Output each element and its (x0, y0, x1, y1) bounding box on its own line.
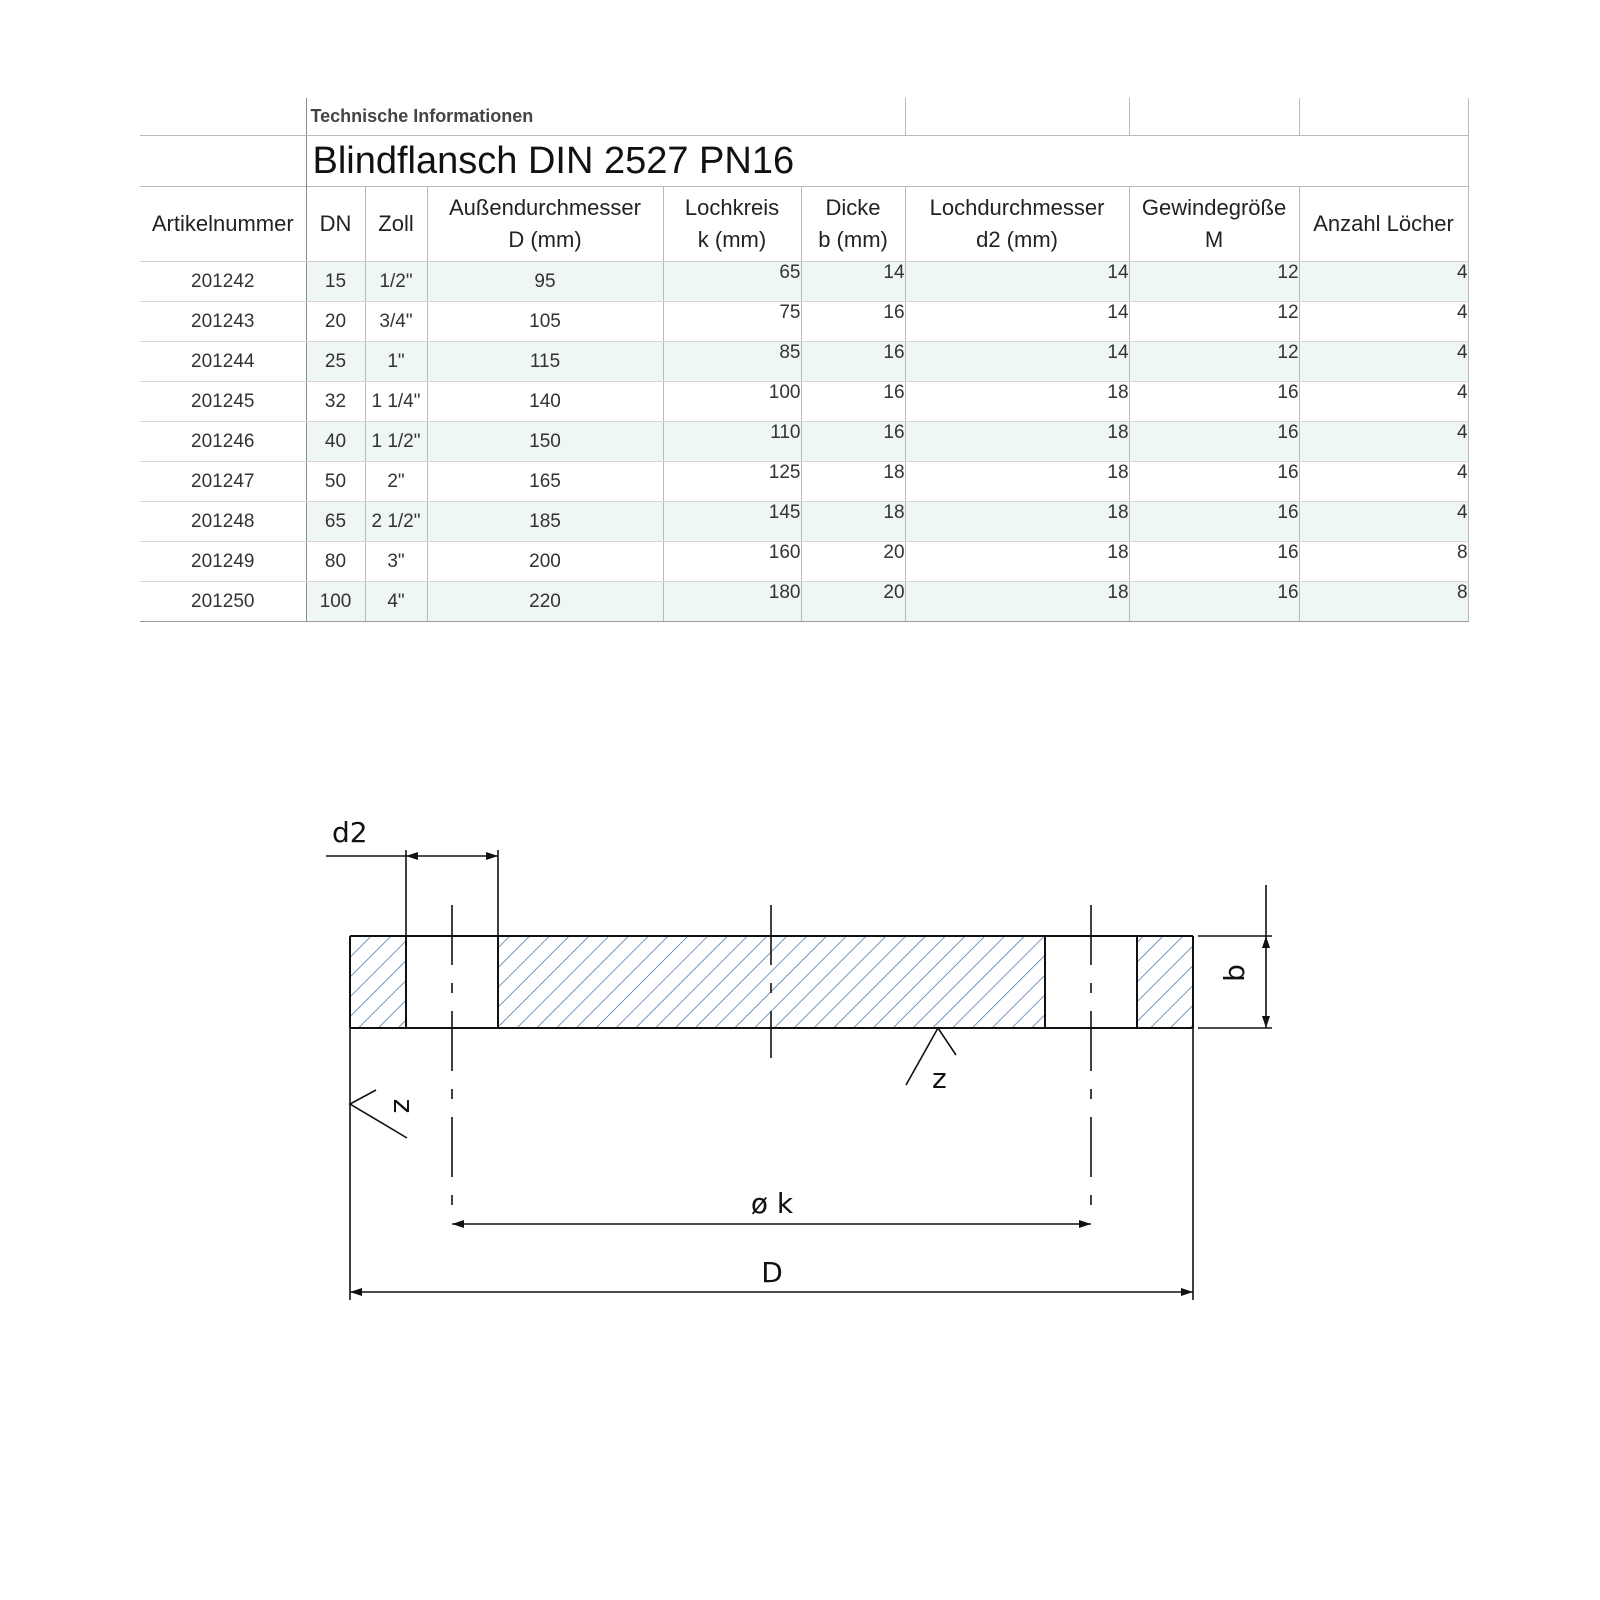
k-label: ø k (750, 1187, 794, 1220)
cell-aussendurchmesser: 165 (427, 462, 663, 502)
cell-lochkreis: 65 (663, 262, 801, 302)
column-header-label: Lochdurchmesser (929, 195, 1105, 220)
cell-zoll: 1" (365, 342, 427, 382)
cell-aussendurchmesser: 95 (427, 262, 663, 302)
cell-gewindegroesse: 16 (1129, 502, 1299, 542)
cell-lochdurchmesser: 18 (905, 462, 1129, 502)
cell-gewindegroesse: 16 (1129, 462, 1299, 502)
cell-dn: 15 (306, 262, 365, 302)
column-header-label: Anzahl Löcher (1313, 211, 1454, 236)
cell-dicke: 18 (801, 462, 905, 502)
cell-aussendurchmesser: 115 (427, 342, 663, 382)
surface-mark-right (906, 1028, 956, 1085)
d2-dimension (326, 850, 498, 936)
cell-zoll: 2" (365, 462, 427, 502)
cell-lochdurchmesser: 18 (905, 422, 1129, 462)
cell-dicke: 18 (801, 502, 905, 542)
column-header-label: Gewindegröße (1141, 195, 1287, 220)
cell-gewindegroesse: 16 (1129, 542, 1299, 582)
cell-aussendurchmesser: 185 (427, 502, 663, 542)
cell-dicke: 14 (801, 262, 905, 302)
cell-lochdurchmesser: 18 (905, 502, 1129, 542)
cell-zoll: 1/2" (365, 262, 427, 302)
cell-aussendurchmesser: 105 (427, 302, 663, 342)
cell-anzahl-loecher: 4 (1299, 462, 1468, 502)
cell-anzahl-loecher: 4 (1299, 262, 1468, 302)
cell-anzahl-loecher: 4 (1299, 342, 1468, 382)
column-header-unit: D (mm) (508, 227, 582, 252)
cell-lochdurchmesser: 18 (905, 582, 1129, 622)
cell-artikelnummer: 201245 (140, 382, 306, 422)
cell-zoll: 4" (365, 582, 427, 622)
cell-gewindegroesse: 16 (1129, 382, 1299, 422)
cell-aussendurchmesser: 200 (427, 542, 663, 582)
cell-zoll: 1 1/4" (365, 382, 427, 422)
column-header-label: Dicke (825, 195, 881, 220)
cell-dn: 40 (306, 422, 365, 462)
cell-lochkreis: 145 (663, 502, 801, 542)
surface-mark-left (350, 1090, 407, 1138)
cell-lochdurchmesser: 14 (905, 342, 1129, 382)
cell-artikelnummer: 201243 (140, 302, 306, 342)
cell-lochdurchmesser: 18 (905, 382, 1129, 422)
cell-zoll: 3/4" (365, 302, 427, 342)
cell-gewindegroesse: 12 (1129, 302, 1299, 342)
cell-dicke: 16 (801, 422, 905, 462)
cell-dicke: 20 (801, 542, 905, 582)
d2-label: d2 (332, 816, 368, 849)
column-header-unit: M (1204, 227, 1224, 252)
column-header-label: Zoll (378, 211, 414, 236)
cell-zoll: 3" (365, 542, 427, 582)
column-header-unit: k (mm) (697, 227, 767, 252)
info-label: Technische Informationen (306, 98, 905, 136)
cell-dn: 32 (306, 382, 365, 422)
cell-dicke: 16 (801, 302, 905, 342)
flange-section-right (1137, 936, 1193, 1028)
cell-lochkreis: 110 (663, 422, 801, 462)
cell-gewindegroesse: 16 (1129, 582, 1299, 622)
cell-aussendurchmesser: 140 (427, 382, 663, 422)
cell-gewindegroesse: 12 (1129, 342, 1299, 382)
cell-artikelnummer: 201249 (140, 542, 306, 582)
cell-anzahl-loecher: 4 (1299, 382, 1468, 422)
cell-lochdurchmesser: 18 (905, 542, 1129, 582)
flange-section-left (350, 936, 406, 1028)
column-header-label: Außendurchmesser (449, 195, 641, 220)
cell-anzahl-loecher: 8 (1299, 542, 1468, 582)
b-label: b (1218, 964, 1251, 982)
cell-dn: 80 (306, 542, 365, 582)
cell-anzahl-loecher: 4 (1299, 422, 1468, 462)
page-title: Blindflansch DIN 2527 PN16 (306, 136, 1468, 187)
cell-lochkreis: 160 (663, 542, 801, 582)
cell-dn: 25 (306, 342, 365, 382)
cell-zoll: 2 1/2" (365, 502, 427, 542)
cell-anzahl-loecher: 4 (1299, 502, 1468, 542)
surface-mark-right-label: z (932, 1062, 947, 1095)
cell-zoll: 1 1/2" (365, 422, 427, 462)
cell-dn: 65 (306, 502, 365, 542)
cell-artikelnummer: 201246 (140, 422, 306, 462)
cell-gewindegroesse: 16 (1129, 422, 1299, 462)
column-header-unit: d2 (mm) (976, 227, 1058, 252)
cell-lochkreis: 180 (663, 582, 801, 622)
cell-artikelnummer: 201244 (140, 342, 306, 382)
cell-anzahl-loecher: 4 (1299, 302, 1468, 342)
cell-lochkreis: 100 (663, 382, 801, 422)
cell-lochkreis: 125 (663, 462, 801, 502)
cell-lochkreis: 85 (663, 342, 801, 382)
cell-dicke: 16 (801, 382, 905, 422)
cell-lochkreis: 75 (663, 302, 801, 342)
cell-artikelnummer: 201250 (140, 582, 306, 622)
cell-aussendurchmesser: 220 (427, 582, 663, 622)
column-header-label: Artikelnummer (151, 211, 294, 236)
cell-lochdurchmesser: 14 (905, 302, 1129, 342)
cell-dicke: 16 (801, 342, 905, 382)
column-header-label: Lochkreis (684, 195, 780, 220)
cell-dn: 50 (306, 462, 365, 502)
cell-gewindegroesse: 12 (1129, 262, 1299, 302)
cell-anzahl-loecher: 8 (1299, 582, 1468, 622)
D-label: D (761, 1256, 783, 1289)
cell-dn: 100 (306, 582, 365, 622)
cell-aussendurchmesser: 150 (427, 422, 663, 462)
cell-artikelnummer: 201247 (140, 462, 306, 502)
cell-dn: 20 (306, 302, 365, 342)
column-header-label: DN (319, 211, 352, 236)
surface-mark-left-label: z (387, 1098, 420, 1114)
cell-lochdurchmesser: 14 (905, 262, 1129, 302)
cell-dicke: 20 (801, 582, 905, 622)
b-dimension (1198, 885, 1272, 1028)
column-header-unit: b (mm) (818, 227, 888, 252)
cell-artikelnummer: 201242 (140, 262, 306, 302)
cell-artikelnummer: 201248 (140, 502, 306, 542)
